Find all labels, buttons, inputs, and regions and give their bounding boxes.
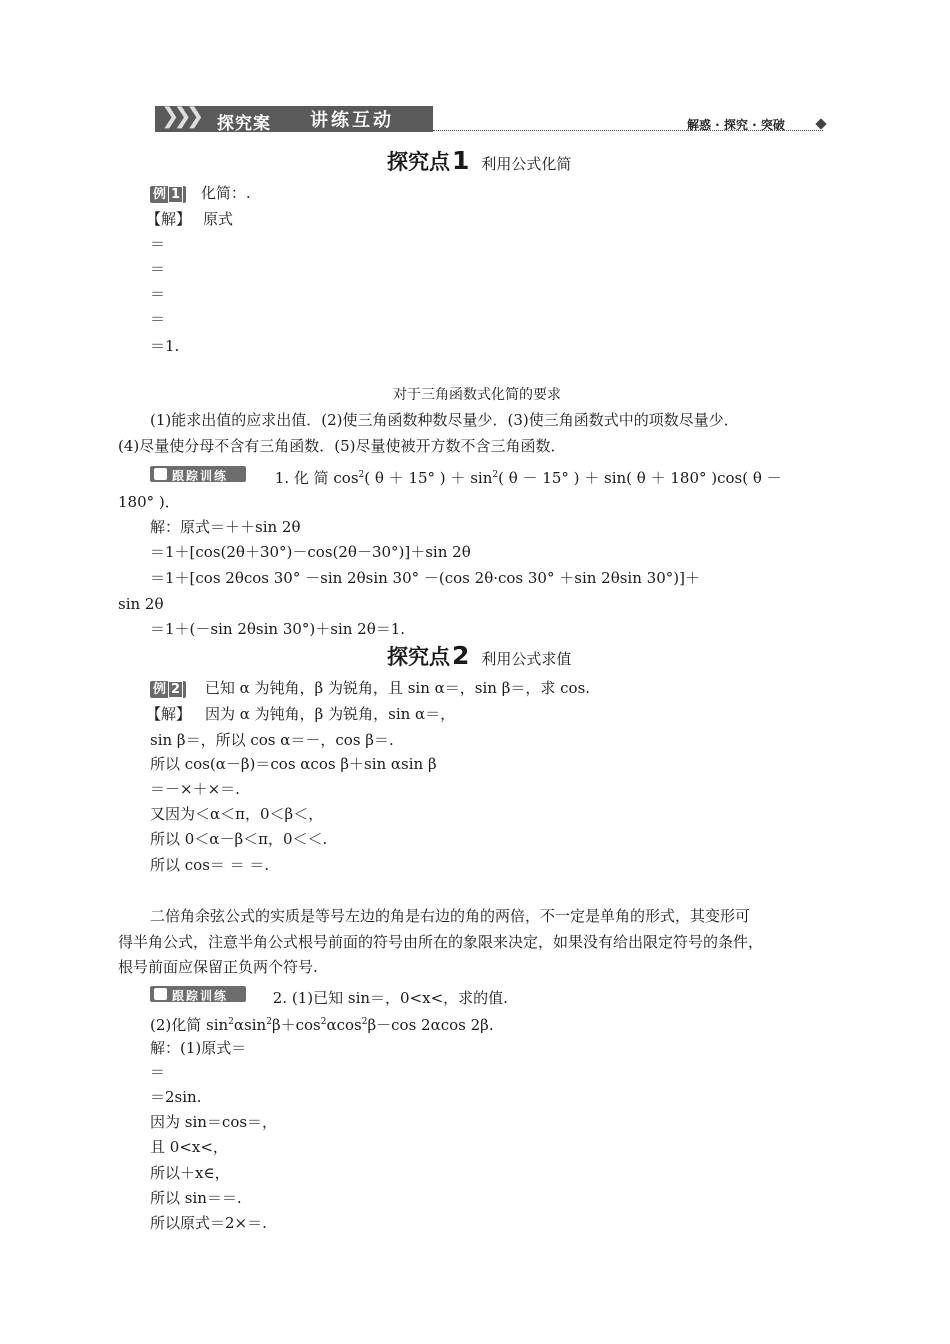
banner-title-left: 探究案 [217, 114, 271, 134]
track1-sol-line: ＝1＋(－sin 2θsin 30°)＋sin 2θ＝1. [150, 620, 406, 638]
track1-sol-line: 解：原式＝＋＋sin 2θ [150, 518, 301, 536]
point2-label: 探究点 [387, 645, 450, 669]
ex2-step: sin β＝，所以 cos α＝－，cos β＝. [150, 731, 394, 749]
ex2-step: 所以 cos＝ ＝ ＝. [150, 856, 270, 874]
ex1-tag-label: 例 [153, 187, 167, 202]
track2-q1: 2. (1)已知 sin＝，0<x<，求的值. [272, 989, 508, 1007]
track1-q-line2: 180° )． [118, 493, 180, 511]
ex1-step: ＝ [150, 285, 166, 303]
ex1-step: ＝1. [150, 337, 180, 355]
ex1-question-line [150, 183, 251, 203]
ex1-tag [150, 186, 186, 203]
sup-2: 2 [492, 470, 499, 480]
ex2-solution-line [146, 704, 455, 724]
track1-sol-line: ＝1＋[cos 2θcos 30° －sin 2θsin 30° －(cos 2θ·cos 30° ＋sin 2θsin 30°)]＋ [150, 569, 700, 587]
sup-2: 2 [361, 1017, 368, 1027]
track2-badge [150, 985, 250, 1003]
ex2-tag-num: 2 [168, 681, 183, 698]
ex2-question-line [150, 678, 590, 698]
sup-2: 2 [266, 1017, 272, 1027]
ex2-tag [150, 681, 186, 698]
ex1-step: ＝ [150, 310, 166, 328]
ex1-question: 化简：. [200, 184, 251, 202]
track2-sol-line: ＝2sin. [150, 1088, 202, 1106]
section-banner [155, 102, 835, 136]
track1-badge [150, 465, 250, 483]
ex2-step: ＝－×＋×＝. [150, 780, 240, 798]
ex2-sol-tag: 【解】 [146, 705, 192, 723]
track2-sol-line: 因为 sin＝cos＝， [150, 1113, 278, 1131]
track2-q2-d: αcos [326, 1016, 362, 1034]
track2-q2-e: β－cos 2αcos 2β. [367, 1016, 494, 1034]
point2-heading [387, 641, 571, 671]
note-line: 二倍角余弦公式的实质是等号左边的角是右边的角的两倍，不一定是单角的形式，其变形可 [150, 907, 751, 925]
ex2-step: 所以 0＜α－β＜π，0＜＜. [150, 830, 328, 848]
point2-num: 2 [452, 641, 470, 670]
point1-label: 探究点 [387, 150, 450, 174]
req-line2: (4)尽量使分母不含有三角函数．(5)尽量使被开方数不含三角函数． [118, 437, 566, 455]
track2-sol-line: 解：(1)原式＝ [150, 1039, 247, 1057]
track1-q-c: ( θ － 15° ) ＋ sin( θ ＋ 180° )cos( θ － [498, 469, 782, 487]
ex2-step: 又因为＜α＜π，0＜β＜， [150, 805, 324, 823]
req-title: 对于三角函数式化简的要求 [393, 387, 561, 403]
ex1-sol-start: 原式 [203, 210, 234, 228]
diamond-icon [815, 118, 826, 129]
point1-title: 利用公式化简 [481, 155, 572, 173]
point1-heading [387, 146, 571, 176]
track1-q-a: 1. 化 简 cos [274, 469, 359, 487]
track2-question-line [150, 985, 508, 1008]
sup-2: 2 [358, 470, 365, 480]
track2-q2-a: (2)化简 sin [150, 1016, 229, 1034]
track2-sol-line: ＝ [150, 1063, 166, 1081]
ex2-tag-label: 例 [153, 682, 167, 697]
track2-label: 跟踪训练 [172, 989, 229, 1003]
track1-q-b: ( θ ＋ 15° ) ＋ sin [364, 469, 493, 487]
note-line: 得半角公式，注意半角公式根号前面的符号由所在的象限来决定，如果没有给出限定符号的条件， [118, 933, 764, 951]
ex1-sol-tag: 【解】 [146, 210, 192, 228]
sup-2: 2 [228, 1017, 234, 1027]
track2-sol-line: 所以 sin＝＝. [150, 1189, 242, 1207]
chevron-icon: ❯❯❯ [161, 104, 199, 129]
track2-q2-c: β＋cos [271, 1016, 321, 1034]
ex2-step: 所以 cos(α－β)＝cos αcos β＋sin αsin β [150, 755, 437, 773]
ex2-question: 已知 α 为钝角，β 为锐角，且 sin α＝，sin β＝，求 cos. [204, 679, 591, 697]
clipboard-icon [154, 468, 167, 480]
track1-label: 跟踪训练 [172, 469, 229, 483]
clipboard-icon [154, 988, 167, 1000]
track2-sol-line: 所以原式＝2×＝. [150, 1214, 267, 1232]
track2-sol-line: 且 0<x<， [150, 1138, 228, 1156]
ex1-step: ＝ [150, 235, 166, 253]
banner-title-right: 讲练互动 [310, 110, 394, 131]
track2-q2-b: αsin [233, 1016, 267, 1034]
sup-2: 2 [320, 1017, 327, 1027]
req-line1: (1)能求出值的应求出值．(2)使三角函数种数尽量少．(3)使三角函数式中的项数尽量少． [150, 411, 739, 429]
track2-q2-line [150, 1012, 494, 1035]
ex2-sol-start: 因为 α 为钝角，β 为锐角，sin α＝， [205, 705, 456, 723]
track1-sol-line: ＝1＋[cos(2θ＋30°)－cos(2θ－30°)]＋sin 2θ [150, 543, 471, 561]
banner-right-text: 解惑 · 探究 · 突破 [687, 118, 785, 132]
ex1-solution-line [146, 209, 233, 229]
point2-title: 利用公式求值 [481, 650, 572, 668]
note-line: 根号前面应保留正负两个符号. [118, 958, 318, 976]
ex1-tag-num: 1 [168, 186, 183, 203]
track1-sol-line: sin 2θ [118, 595, 164, 613]
ex1-step: ＝ [150, 260, 166, 278]
track1-question-line [150, 465, 782, 488]
track2-sol-line: 所以＋x∈， [150, 1164, 230, 1182]
point1-num: 1 [452, 146, 470, 175]
